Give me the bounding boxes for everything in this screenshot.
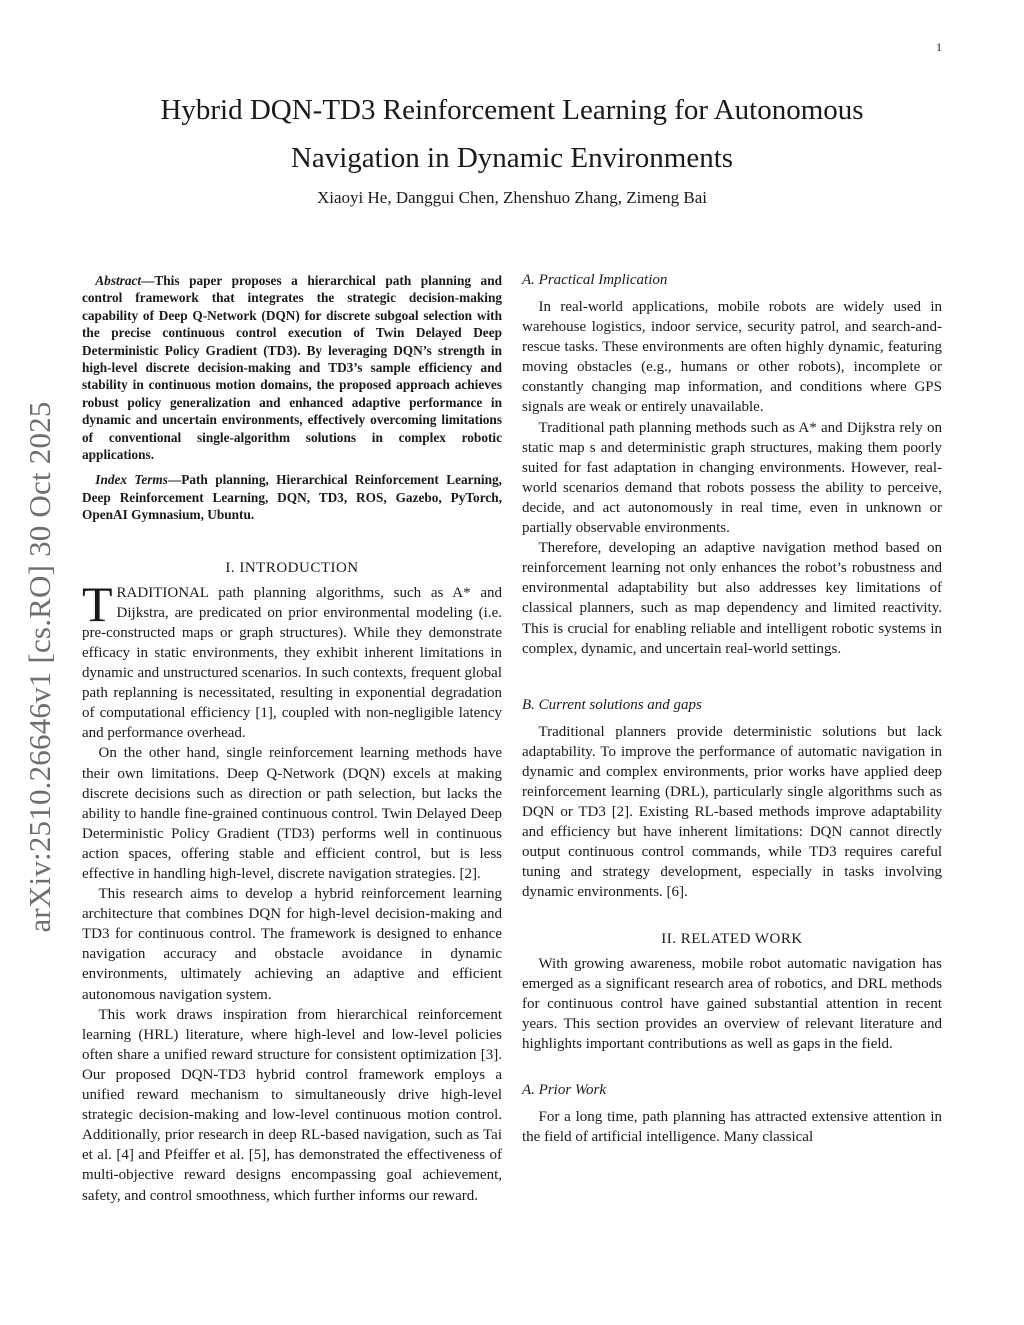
intro-paragraph-1-text: RADITIONAL path planning algorithms, such as A* and Dijkstra, are predicated on prior environmental modeling (i.e. pre-constructed maps or graph structures). While they demonstrate efficacy in static environments, they exhibit inherent limitations in dynamic and unstructured scenarios. In such contexts, frequent global path replanning is necessitated, resulting in exponential degradation of computational efficiency [1], coupled with non-negligible latency and performance overhead. <box>82 584 502 742</box>
drop-cap: T <box>82 575 113 632</box>
gaps-paragraph-1: Traditional planners provide deterministic solutions but lack adaptability. To improve the performance of automatic navigation in dynamic and complex environments, prior works have applied deep reinforcement learning (DRL), particularly single algorithms such as DQN or TD3 [2]. Existing RL-based methods improve adaptability and efficiency but have inherent limitations: DQN cannot directly output continuous control commands, while TD3 requires careful tuning and strategy development, especially in tasks involving dynamic environments. [6]. <box>522 723 942 901</box>
intro-paragraph-4: This work draws inspiration from hierarchical reinforcement learning (HRL) literature, where high-level and low-level policies often share a unified reward structure for consistent optimization [3]. Our proposed DQN-TD3 hybrid control framework employs a unified reward mechanism to simultaneously drive high-level strategic decision-making and low-level continuous motion control. Additionally, prior research in deep RL-based navigation, such as Tai et al. [4] and Pfeiffer et al. [5], has demonstrated the effectiveness of multi-objective reward designs encompassing goal achievement, safety, and control smoothness, which further informs our reward. <box>82 1006 502 1204</box>
subsection-heading-gaps: B. Current solutions and gaps <box>522 696 702 713</box>
subsection-heading-prior-work: A. Prior Work <box>522 1082 607 1098</box>
arxiv-sidebar-stamp <box>24 372 56 962</box>
section-heading-introduction: I. INTRODUCTION <box>225 559 359 576</box>
practical-paragraph-1: In real-world applications, mobile robots are widely used in warehouse logistics, indoor service, security patrol, and search-and-rescue tasks. These environments are often highly dynamic, featuring moving obstacles (e.g., humans or other robots), incomplete or constantly changing map information, and conditions where GPS signals are weak or entirely unavailable. <box>522 299 942 416</box>
intro-paragraph-1 <box>82 575 502 744</box>
prior-paragraph-1: For a long time, path planning has attracted extensive attention in the field of artificial intelligence. Many classical <box>522 1109 942 1146</box>
right-column <box>522 272 942 1147</box>
paper-title-line2: Navigation in Dynamic Environments <box>290 142 734 174</box>
abstract <box>82 272 502 463</box>
section-heading-related-work: II. RELATED WORK <box>661 930 803 947</box>
arxiv-id: arXiv:2510.26646v1 [cs.RO] 30 Oct 2025 <box>22 401 57 933</box>
practical-paragraph-3: Therefore, developing an adaptive navigation method based on reinforcement learning not only enhances the robot’s robustness and environmental adaptability but also addresses key limitations of classical planners, such as map dependency and limited reactivity. This is crucial for enabling reliable and intelligent robotic systems in complex, dynamic, and uncertain real-world settings. <box>522 540 942 657</box>
paper-title <box>0 86 1024 182</box>
subsection-heading-practical: A. Practical Implication <box>522 272 668 288</box>
index-terms-text: —Path planning, Hierarchical Reinforcement Learning, Deep Reinforcement Learning, DQN, TD3, ROS, Gazebo, PyTorch, OpenAI Gymnasium, Ubuntu. <box>82 472 502 523</box>
paper-title-line1: Hybrid DQN-TD3 Reinforcement Learning for Autonomous <box>160 94 864 126</box>
abstract-text: —This paper proposes a hierarchical path planning and control framework that integrates the strategic decision-making capability of Deep Q-Network (DQN) for discrete subgoal selection with the precise continuous control execution of Twin Delayed Deep Deterministic Policy Gradient (TD3). By leveraging DQN’s strength in high-level discrete decision-making and TD3’s sample efficiency and stability in continuous motion domains, the proposed approach achieves robust policy generalization and enhanced adaptive performance in dynamic and uncertain environments, effectively overcoming limitations of conventional single-algorithm solutions in complex robotic applications. <box>82 273 502 463</box>
author-list: Xiaoyi He, Danggui Chen, Zhenshuo Zhang, Zimeng Bai <box>317 188 707 207</box>
index-terms-label: Index Terms <box>95 472 168 488</box>
abstract-label: Abstract <box>95 273 142 288</box>
page-number: 1 <box>936 40 942 54</box>
intro-paragraph-3: This research aims to develop a hybrid reinforcement learning architecture that combines DQN for high-level decision-making and TD3 for continuous control. The framework is designed to enhance navigation accuracy and obstacle avoidance in dynamic environments, ultimately achieving an adaptive and efficient autonomous navigation system. <box>82 886 502 1003</box>
index-terms <box>82 471 502 523</box>
left-column <box>82 272 502 1206</box>
intro-paragraph-2: On the other hand, single reinforcement learning methods have their own limitations. Deep Q-Network (DQN) excels at making discrete decisions such as direction or path selection, but lacks the ability to handle fine-grained continuous control. Twin Delayed Deep Deterministic Policy Gradient (TD3) performs well in continuous action spaces, offering stable and efficient control, but is less effective in handling high-level, discrete navigation strategies. [2]. <box>82 745 502 882</box>
practical-paragraph-2: Traditional path planning methods such as A* and Dijkstra rely on static map s and deterministic graph structures, making them poorly suited for fast adaptation in changing environments. However, real-world scenarios demand that robots possess the ability to perceive, decide, and act autonomously in real time, even in unknown or partially observable environments. <box>522 419 942 537</box>
related-paragraph-1: With growing awareness, mobile robot automatic navigation has emerged as a significant research area of robotics, and DRL methods for continuous control have gained substantial attention in recent years. This section provides an overview of relevant literature and highlights important contributions as well as gaps in the field. <box>522 955 942 1052</box>
